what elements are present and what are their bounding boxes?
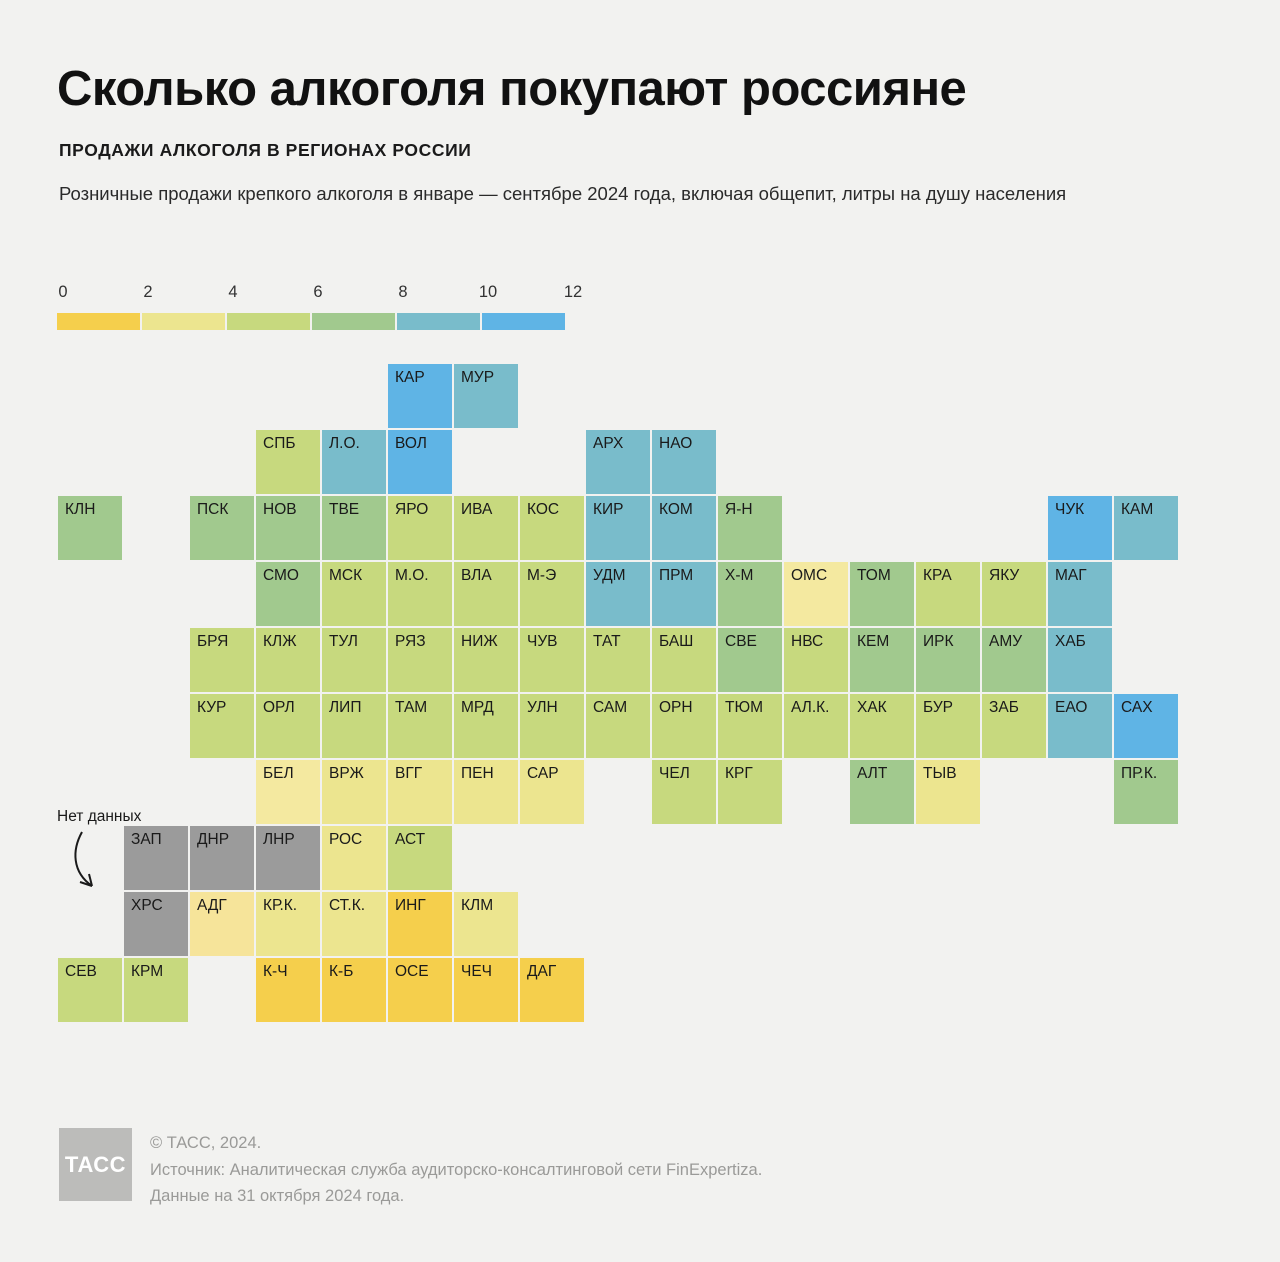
footer-credits	[150, 1130, 762, 1210]
region-tile-label: ТВЕ	[329, 501, 360, 518]
region-tile[interactable]	[651, 561, 717, 627]
region-tile-label: ЧЕЧ	[461, 963, 492, 980]
region-tile-label: КАР	[395, 369, 425, 386]
region-tile[interactable]	[453, 693, 519, 759]
region-tile[interactable]	[255, 693, 321, 759]
region-tile-label: БЕЛ	[263, 765, 294, 782]
region-tile-label: ТАМ	[395, 699, 428, 716]
region-tile[interactable]	[57, 495, 123, 561]
region-tile-label: МСК	[329, 567, 363, 584]
region-tile-label: КРГ	[725, 765, 753, 782]
region-tile-label: ВРЖ	[329, 765, 364, 782]
region-tile-label: ЕАО	[1055, 699, 1088, 716]
region-tile-label: ДНР	[197, 831, 230, 848]
region-tile[interactable]	[717, 495, 783, 561]
tass-logo-text: ТАСС	[64, 1151, 127, 1177]
region-tile-label: АДГ	[197, 897, 227, 914]
region-tile-label: КРМ	[131, 963, 164, 980]
legend-tick: 6	[313, 283, 323, 301]
region-tile-label: УДМ	[593, 567, 626, 584]
tile-grid-map	[57, 363, 1237, 1063]
region-tile-label: НВС	[791, 633, 824, 650]
region-tile-label: ТАТ	[593, 633, 621, 650]
region-tile[interactable]	[255, 429, 321, 495]
region-tile-label: КР.К.	[263, 897, 298, 914]
region-tile-label: РЯЗ	[395, 633, 426, 650]
chart-description: Розничные продажи крепкого алкоголя в январе — сентябре 2024 года, включая общепит, литры на душу населения	[59, 183, 1067, 204]
region-tile-label: ВГГ	[395, 765, 423, 782]
region-tile-label: КЛН	[65, 501, 96, 518]
legend-tick: 0	[58, 283, 68, 301]
legend-tick-labels	[57, 283, 657, 305]
region-tile[interactable]	[1047, 627, 1113, 693]
region-tile-label: К-Б	[329, 963, 354, 980]
region-tile[interactable]	[519, 495, 585, 561]
region-tile-label: КЛМ	[461, 897, 494, 914]
region-tile[interactable]	[981, 627, 1047, 693]
region-tile-label: М-Э	[527, 567, 557, 584]
region-tile-label: ОРЛ	[263, 699, 295, 716]
region-tile-label: САМ	[593, 699, 628, 716]
region-tile[interactable]	[1113, 693, 1179, 759]
region-tile[interactable]	[783, 561, 849, 627]
legend-tick: 10	[478, 283, 498, 301]
region-tile-label: РОС	[329, 831, 363, 848]
region-tile[interactable]	[321, 429, 387, 495]
region-tile-label: БУР	[923, 699, 954, 716]
region-tile-label: КЕМ	[857, 633, 890, 650]
region-tile[interactable]	[453, 627, 519, 693]
region-tile-label: ВОЛ	[395, 435, 427, 452]
region-tile[interactable]	[651, 627, 717, 693]
region-tile[interactable]	[123, 957, 189, 1023]
region-tile[interactable]	[981, 561, 1047, 627]
region-tile-label: ЗАБ	[989, 699, 1019, 716]
region-tile-label: АРХ	[593, 435, 624, 452]
region-tile-label: Я-Н	[725, 501, 753, 518]
region-tile[interactable]	[321, 891, 387, 957]
region-tile[interactable]	[321, 693, 387, 759]
legend-swatch	[397, 313, 480, 330]
region-tile-label: ЛИП	[329, 699, 362, 716]
region-tile[interactable]	[519, 627, 585, 693]
region-tile-label: ПРМ	[659, 567, 694, 584]
region-tile[interactable]	[1047, 495, 1113, 561]
legend-tick: 2	[143, 283, 153, 301]
region-tile[interactable]	[651, 495, 717, 561]
region-tile[interactable]	[453, 363, 519, 429]
region-tile-label: АМУ	[989, 633, 1023, 650]
region-tile-label: ЯКУ	[989, 567, 1020, 584]
region-tile-label: ОРН	[659, 699, 693, 716]
region-tile[interactable]	[783, 627, 849, 693]
region-tile[interactable]	[123, 825, 189, 891]
region-tile-label: СПБ	[263, 435, 296, 452]
region-tile-label: КАМ	[1121, 501, 1154, 518]
region-tile[interactable]	[519, 759, 585, 825]
region-tile-label: ЗАП	[131, 831, 162, 848]
region-tile[interactable]	[387, 363, 453, 429]
region-tile-label: ХАБ	[1055, 633, 1086, 650]
region-tile-label: БАШ	[659, 633, 694, 650]
region-tile[interactable]	[189, 693, 255, 759]
kicker-subtitle: ПРОДАЖИ АЛКОГОЛЯ В РЕГИОНАХ РОССИИ	[59, 140, 472, 160]
region-tile[interactable]	[123, 891, 189, 957]
region-tile[interactable]	[321, 957, 387, 1023]
region-tile[interactable]	[255, 891, 321, 957]
region-tile-label: КОС	[527, 501, 560, 518]
region-tile-label: МАГ	[1055, 567, 1087, 584]
region-tile[interactable]	[189, 825, 255, 891]
legend-swatch	[142, 313, 225, 330]
region-tile-label: ТЮМ	[725, 699, 764, 716]
region-tile-label: МРД	[461, 699, 494, 716]
tass-logo	[59, 1128, 132, 1201]
region-tile[interactable]	[915, 693, 981, 759]
region-tile-label: САР	[527, 765, 559, 782]
date-line: Данные на 31 октября 2024 года.	[150, 1187, 405, 1206]
region-tile-label: ЧУВ	[527, 633, 558, 650]
region-tile[interactable]	[585, 693, 651, 759]
no-data-annotation-label: Нет данных	[57, 808, 142, 825]
region-tile[interactable]	[387, 495, 453, 561]
region-tile[interactable]	[255, 561, 321, 627]
region-tile-label: КОМ	[659, 501, 693, 518]
region-tile[interactable]	[651, 693, 717, 759]
region-tile[interactable]	[57, 957, 123, 1023]
region-tile[interactable]	[321, 495, 387, 561]
region-tile[interactable]	[1113, 759, 1179, 825]
region-tile[interactable]	[849, 759, 915, 825]
region-tile[interactable]	[387, 957, 453, 1023]
region-tile[interactable]	[387, 825, 453, 891]
region-tile[interactable]	[255, 495, 321, 561]
region-tile-label: М.О.	[395, 567, 429, 584]
region-tile-label: СМО	[263, 567, 299, 584]
region-tile[interactable]	[387, 429, 453, 495]
region-tile[interactable]	[453, 759, 519, 825]
region-tile[interactable]	[321, 759, 387, 825]
region-tile-label: ТЫВ	[923, 765, 957, 782]
legend-swatches	[57, 313, 565, 330]
region-tile-label: ОМС	[791, 567, 828, 584]
legend-tick: 8	[398, 283, 408, 301]
legend-tick: 4	[228, 283, 238, 301]
region-tile[interactable]	[585, 495, 651, 561]
source-line: Источник: Аналитическая служба аудиторско-консалтинговой сети FinExpertiza.	[150, 1160, 763, 1179]
region-tile[interactable]	[255, 759, 321, 825]
region-tile[interactable]	[387, 693, 453, 759]
region-tile-label: Л.О.	[329, 435, 360, 452]
region-tile-label: АЛТ	[857, 765, 888, 782]
region-tile[interactable]	[189, 627, 255, 693]
no-data-arrow-icon	[70, 828, 130, 908]
region-tile[interactable]	[189, 891, 255, 957]
legend-swatch	[57, 313, 140, 330]
region-tile[interactable]	[585, 627, 651, 693]
page-title: Сколько алкоголя покупают россияне	[57, 61, 967, 116]
region-tile[interactable]	[849, 693, 915, 759]
region-tile-label: ПР.К.	[1121, 765, 1158, 782]
region-tile[interactable]	[519, 693, 585, 759]
region-tile[interactable]	[717, 759, 783, 825]
region-tile[interactable]	[717, 561, 783, 627]
region-tile[interactable]	[189, 495, 255, 561]
region-tile[interactable]	[915, 627, 981, 693]
region-tile-label: КИР	[593, 501, 624, 518]
region-tile-label: СТ.К.	[329, 897, 366, 914]
region-tile[interactable]	[519, 957, 585, 1023]
region-tile[interactable]	[519, 561, 585, 627]
legend-swatch	[312, 313, 395, 330]
region-tile[interactable]	[1113, 495, 1179, 561]
region-tile[interactable]	[453, 561, 519, 627]
region-tile-label: ИНГ	[395, 897, 426, 914]
region-tile-label: АСТ	[395, 831, 426, 848]
region-tile[interactable]	[387, 891, 453, 957]
region-tile-label: ХРС	[131, 897, 163, 914]
region-tile-label: ДАГ	[527, 963, 557, 980]
region-tile-label: СВЕ	[725, 633, 757, 650]
region-tile[interactable]	[651, 429, 717, 495]
region-tile-label: ИВА	[461, 501, 493, 518]
region-tile[interactable]	[585, 561, 651, 627]
region-tile-label: ТОМ	[857, 567, 891, 584]
region-tile-label: МУР	[461, 369, 495, 386]
region-tile-label: НИЖ	[461, 633, 498, 650]
region-tile[interactable]	[849, 561, 915, 627]
region-tile[interactable]	[849, 627, 915, 693]
region-tile-label: ЧЕЛ	[659, 765, 690, 782]
legend-swatch	[227, 313, 310, 330]
region-tile[interactable]	[255, 627, 321, 693]
region-tile-label: СЕВ	[65, 963, 97, 980]
region-tile-label: БРЯ	[197, 633, 229, 650]
color-legend	[57, 283, 657, 338]
legend-tick: 12	[563, 283, 583, 301]
copyright-line: © ТАСС, 2024.	[150, 1134, 262, 1152]
region-tile-label: ПЕН	[461, 765, 494, 782]
region-tile-label: ЛНР	[263, 831, 295, 848]
region-tile[interactable]	[321, 561, 387, 627]
region-tile-label: САХ	[1121, 699, 1153, 716]
region-tile[interactable]	[453, 495, 519, 561]
region-tile[interactable]	[915, 759, 981, 825]
legend-swatch	[482, 313, 565, 330]
region-tile-label: УЛН	[527, 699, 558, 716]
region-tile-label: ОСЕ	[395, 963, 429, 980]
region-tile[interactable]	[255, 825, 321, 891]
region-tile-label: НОВ	[263, 501, 297, 518]
region-tile[interactable]	[387, 759, 453, 825]
region-tile-label: КУР	[197, 699, 227, 716]
region-tile[interactable]	[321, 825, 387, 891]
region-tile-label: ПСК	[197, 501, 229, 518]
region-tile[interactable]	[783, 693, 849, 759]
region-tile[interactable]	[981, 693, 1047, 759]
region-tile[interactable]	[453, 891, 519, 957]
region-tile[interactable]	[585, 429, 651, 495]
region-tile[interactable]	[387, 627, 453, 693]
region-tile[interactable]	[717, 627, 783, 693]
region-tile-label: КЛЖ	[263, 633, 297, 650]
region-tile-label: ВЛА	[461, 567, 492, 584]
region-tile-label: ЯРО	[395, 501, 429, 518]
region-tile[interactable]	[1047, 693, 1113, 759]
region-tile-label: КРА	[923, 567, 952, 584]
region-tile[interactable]	[1047, 561, 1113, 627]
region-tile[interactable]	[717, 693, 783, 759]
region-tile[interactable]	[321, 627, 387, 693]
region-tile[interactable]	[651, 759, 717, 825]
region-tile-label: К-Ч	[263, 963, 288, 980]
region-tile[interactable]	[453, 957, 519, 1023]
region-tile-label: ИРК	[923, 633, 954, 650]
region-tile[interactable]	[387, 561, 453, 627]
region-tile-label: НАО	[659, 435, 693, 452]
region-tile-label: ХАК	[857, 699, 887, 716]
region-tile[interactable]	[915, 561, 981, 627]
region-tile-label: ЧУК	[1055, 501, 1085, 518]
region-tile-label: Х-М	[725, 567, 754, 584]
region-tile-label: АЛ.К.	[791, 699, 830, 716]
region-tile-label: ТУЛ	[329, 633, 358, 650]
region-tile[interactable]	[255, 957, 321, 1023]
